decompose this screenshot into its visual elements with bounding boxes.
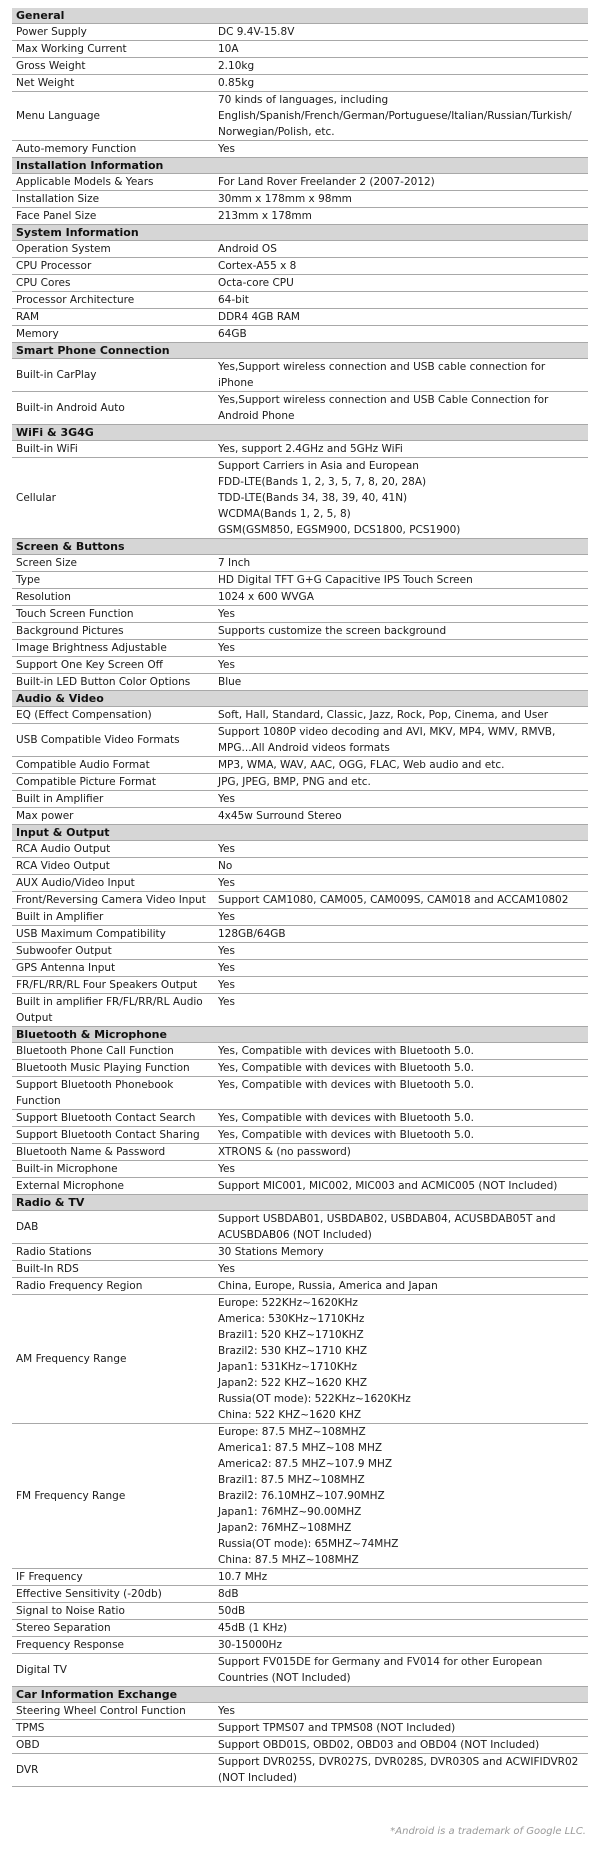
spec-value: Yes [218, 911, 235, 923]
spec-row [12, 1060, 588, 1077]
spec-value: 64-bit [218, 294, 249, 306]
spec-row [12, 977, 588, 994]
spec-value: 30mm x 178mm x 98mm [218, 193, 352, 205]
spec-row [12, 640, 588, 657]
spec-row [12, 1603, 588, 1620]
spec-label: Max power [16, 810, 74, 822]
spec-row [12, 1261, 588, 1278]
spec-label: IF Frequency [16, 1571, 83, 1583]
section-header: Input & Output [12, 825, 588, 841]
spec-row [12, 555, 588, 572]
spec-value: No [218, 860, 233, 872]
section-header: General [12, 8, 588, 24]
spec-value: Yes, Compatible with devices with Bluetooth 5.0. [218, 1112, 474, 1124]
spec-row [12, 41, 588, 58]
section-header: Radio & TV [12, 1195, 588, 1211]
spec-label: Digital TV [16, 1664, 67, 1676]
spec-label: Bluetooth Name & Password [16, 1146, 166, 1158]
spec-value: 10A [218, 43, 239, 55]
spec-row [12, 1211, 588, 1244]
spec-value: Yes [218, 642, 235, 654]
spec-row [12, 943, 588, 960]
spec-row [12, 774, 588, 791]
spec-row [12, 141, 588, 158]
spec-row [12, 926, 588, 943]
spec-label: External Microphone [16, 1180, 125, 1192]
spec-value: HD Digital TFT G+G Capacitive IPS Touch Screen [218, 574, 473, 586]
spec-label: Built-in Microphone [16, 1163, 118, 1175]
spec-row [12, 606, 588, 623]
spec-label: Face Panel Size [16, 210, 97, 222]
spec-label: Built-in Android Auto [16, 402, 125, 414]
spec-value: 213mm x 178mm [218, 210, 312, 222]
spec-value: 2.10kg [218, 60, 255, 72]
spec-label: AM Frequency Range [16, 1353, 127, 1365]
spec-label: FM Frequency Range [16, 1490, 126, 1502]
spec-label: Support Bluetooth Phonebook Function [16, 1079, 174, 1107]
spec-label: Built-in CarPlay [16, 369, 97, 381]
spec-value: 50dB [218, 1605, 246, 1617]
spec-label: Effective Sensitivity (-20db) [16, 1588, 162, 1600]
spec-value: Support Carriers in Asia and European FDD-LTE(Bands 1, 2, 3, 5, 7, 8, 20, 28A) TDD-LTE(Bands 34, 38, 39, 40, 41N) WCDMA(Bands 1, 2, 5, 8) GSM(GSM850, EGSM900, DCS1800, PCS1900) [218, 460, 461, 536]
spec-row [12, 275, 588, 292]
spec-row [12, 24, 588, 41]
spec-value: DDR4 4GB RAM [218, 311, 300, 323]
section-header: Bluetooth & Microphone [12, 1027, 588, 1043]
spec-row [12, 309, 588, 326]
spec-label: Built-In RDS [16, 1263, 79, 1275]
spec-label: Processor Architecture [16, 294, 135, 306]
spec-value: China, Europe, Russia, America and Japan [218, 1280, 438, 1292]
spec-value: Yes [218, 962, 235, 974]
spec-value: Cortex-A55 x 8 [218, 260, 297, 272]
spec-label: GPS Antenna Input [16, 962, 116, 974]
spec-label: CPU Processor [16, 260, 92, 272]
spec-label: FR/FL/RR/RL Four Speakers Output [16, 979, 198, 991]
spec-row [12, 657, 588, 674]
spec-value: DC 9.4V-15.8V [218, 26, 295, 38]
spec-row [12, 960, 588, 977]
spec-row [12, 1586, 588, 1603]
spec-table [12, 8, 588, 1787]
spec-label: Screen Size [16, 557, 77, 569]
spec-row [12, 674, 588, 691]
spec-label: Built in amplifier FR/FL/RR/RL Audio Output [16, 996, 203, 1024]
spec-value: 0.85kg [218, 77, 255, 89]
spec-label: Auto-memory Function [16, 143, 137, 155]
spec-label: DAB [16, 1221, 39, 1233]
spec-value: Yes [218, 1263, 235, 1275]
spec-row [12, 1569, 588, 1586]
spec-label: EQ (Effect Compensation) [16, 709, 152, 721]
spec-label: Touch Screen Function [16, 608, 134, 620]
spec-value: Yes [218, 1705, 235, 1717]
section-header: Audio & Video [12, 691, 588, 707]
trademark-footnote: *Android is a trademark of Google LLC. [390, 1826, 586, 1837]
spec-value: 8dB [218, 1588, 239, 1600]
spec-value: Yes [218, 843, 235, 855]
spec-value: Yes, Compatible with devices with Bluetooth 5.0. [218, 1079, 474, 1091]
spec-label: Built in Amplifier [16, 793, 104, 805]
spec-value: Yes [218, 945, 235, 957]
spec-value: Support USBDAB01, USBDAB02, USBDAB04, ACUSBDAB05T and ACUSBDAB06 (NOT Included) [218, 1213, 556, 1241]
spec-label: Bluetooth Phone Call Function [16, 1045, 174, 1057]
spec-value: For Land Rover Freelander 2 (2007-2012) [218, 176, 435, 188]
spec-label: USB Maximum Compatibility [16, 928, 166, 940]
spec-value: Yes, support 2.4GHz and 5GHz WiFi [218, 443, 403, 455]
spec-row [12, 1754, 588, 1787]
spec-value: Support MIC001, MIC002, MIC003 and ACMIC005 (NOT Included) [218, 1180, 558, 1192]
spec-row [12, 1424, 588, 1569]
section-header: System Information [12, 225, 588, 241]
spec-row [12, 623, 588, 640]
spec-label: Subwoofer Output [16, 945, 112, 957]
spec-label: Built-in WiFi [16, 443, 78, 455]
spec-value: 128GB/64GB [218, 928, 286, 940]
spec-label: Front/Reversing Camera Video Input [16, 894, 206, 906]
spec-row [12, 392, 588, 425]
spec-row [12, 359, 588, 392]
section-header: Installation Information [12, 158, 588, 174]
spec-value: Yes [218, 877, 235, 889]
spec-label: Menu Language [16, 110, 100, 122]
spec-label: Radio Frequency Region [16, 1280, 143, 1292]
spec-value: Yes,Support wireless connection and USB cable connection for iPhone [218, 361, 546, 389]
spec-value: Yes,Support wireless connection and USB Cable Connection for Android Phone [218, 394, 549, 422]
spec-row [12, 58, 588, 75]
section-header: Screen & Buttons [12, 539, 588, 555]
spec-row [12, 1077, 588, 1110]
spec-row [12, 1127, 588, 1144]
spec-row [12, 326, 588, 343]
spec-label: Signal to Noise Ratio [16, 1605, 125, 1617]
spec-label: Built in Amplifier [16, 911, 104, 923]
spec-row [12, 841, 588, 858]
spec-row [12, 909, 588, 926]
spec-value: 30 Stations Memory [218, 1246, 324, 1258]
spec-row [12, 92, 588, 141]
spec-row [12, 1110, 588, 1127]
spec-row [12, 1043, 588, 1060]
spec-label: Applicable Models & Years [16, 176, 154, 188]
spec-label: Installation Size [16, 193, 100, 205]
spec-value: 4x45w Surround Stereo [218, 810, 342, 822]
spec-label: OBD [16, 1739, 40, 1751]
spec-value: Yes [218, 996, 235, 1008]
spec-label: Built-in LED Button Color Options [16, 676, 191, 688]
spec-row [12, 572, 588, 589]
spec-label: Type [16, 574, 41, 586]
spec-value: 1024 x 600 WVGA [218, 591, 314, 603]
spec-value: Europe: 87.5 MHZ~108MHZ America1: 87.5 MHZ~108 MHZ America2: 87.5 MHZ~107.9 MHZ Brazil1: 87.5 MHZ~108MHZ Brazil2: 76.10MHZ~107.90MHZ Japan1: 76MHZ~90.00MHZ Japan2: 76MHZ~108MHZ Russia(OT mode): 65MHZ~74MHZ China: 87.5 MHZ~108MHZ [218, 1426, 399, 1566]
spec-value: Yes, Compatible with devices with Bluetooth 5.0. [218, 1062, 474, 1074]
spec-value: Supports customize the screen background [218, 625, 447, 637]
spec-label: Steering Wheel Control Function [16, 1705, 186, 1717]
spec-value: MP3, WMA, WAV, AAC, OGG, FLAC, Web audio and etc. [218, 759, 505, 771]
spec-value: Soft, Hall, Standard, Classic, Jazz, Rock, Pop, Cinema, and User [218, 709, 549, 721]
spec-row [12, 1278, 588, 1295]
spec-row [12, 208, 588, 225]
spec-label: CPU Cores [16, 277, 71, 289]
spec-row [12, 808, 588, 825]
spec-value: Yes, Compatible with devices with Bluetooth 5.0. [218, 1045, 474, 1057]
spec-label: RCA Video Output [16, 860, 110, 872]
spec-label: Bluetooth Music Playing Function [16, 1062, 190, 1074]
spec-label: RAM [16, 311, 40, 323]
spec-value: Octa-core CPU [218, 277, 294, 289]
spec-value: 45dB (1 KHz) [218, 1622, 288, 1634]
spec-row [12, 892, 588, 909]
spec-label: Cellular [16, 492, 56, 504]
spec-label: Background Pictures [16, 625, 124, 637]
spec-row [12, 791, 588, 808]
section-header: Smart Phone Connection [12, 343, 588, 359]
spec-label: Operation System [16, 243, 111, 255]
spec-label: Memory [16, 328, 59, 340]
spec-value: Yes [218, 979, 235, 991]
spec-value: JPG, JPEG, BMP, PNG and etc. [218, 776, 371, 788]
spec-label: Stereo Separation [16, 1622, 111, 1634]
section-header: Car Information Exchange [12, 1687, 588, 1703]
spec-row [12, 292, 588, 309]
spec-label: Support Bluetooth Contact Search [16, 1112, 196, 1124]
spec-value: 10.7 MHz [218, 1571, 268, 1583]
spec-label: DVR [16, 1764, 39, 1776]
spec-row [12, 757, 588, 774]
spec-value: Yes [218, 608, 235, 620]
spec-row [12, 458, 588, 539]
spec-value: Support CAM1080, CAM005, CAM009S, CAM018 and ACCAM10802 [218, 894, 569, 906]
spec-value: Yes [218, 793, 235, 805]
spec-row [12, 1703, 588, 1720]
spec-value: Support DVR025S, DVR027S, DVR028S, DVR030S and ACWIFIDVR02 (NOT Included) [218, 1756, 579, 1784]
spec-value: Europe: 522KHz~1620KHz America: 530KHz~1710KHz Brazil1: 520 KHZ~1710KHZ Brazil2: 530 KHZ~1710 KHZ Japan1: 531KHz~1710KHz Japan2: 522 KHZ~1620 KHZ Russia(OT mode): 522KHz~1620KHz China: 522 KHZ~1620 KHZ [218, 1297, 411, 1421]
spec-label: Resolution [16, 591, 71, 603]
spec-row [12, 1637, 588, 1654]
spec-label: RCA Audio Output [16, 843, 111, 855]
spec-row [12, 241, 588, 258]
spec-value: Android OS [218, 243, 277, 255]
spec-row [12, 174, 588, 191]
spec-label: Gross Weight [16, 60, 86, 72]
spec-row [12, 858, 588, 875]
spec-label: Compatible Picture Format [16, 776, 156, 788]
spec-row [12, 441, 588, 458]
spec-row [12, 258, 588, 275]
spec-value: Support OBD01S, OBD02, OBD03 and OBD04 (NOT Included) [218, 1739, 540, 1751]
spec-value: Yes [218, 143, 235, 155]
spec-label: Compatible Audio Format [16, 759, 150, 771]
spec-row [12, 1720, 588, 1737]
spec-label: TPMS [16, 1722, 45, 1734]
spec-label: Support Bluetooth Contact Sharing [16, 1129, 200, 1141]
spec-value: Yes [218, 1163, 235, 1175]
spec-row [12, 1295, 588, 1424]
spec-label: Support One Key Screen Off [16, 659, 163, 671]
spec-row [12, 707, 588, 724]
spec-label: Radio Stations [16, 1246, 92, 1258]
spec-label: Frequency Response [16, 1639, 125, 1651]
spec-value: Support 1080P video decoding and AVI, MKV, MP4, WMV, RMVB, MPG...All Android videos formats [218, 726, 556, 754]
spec-row [12, 994, 588, 1027]
spec-value: 64GB [218, 328, 247, 340]
section-header: WiFi & 3G4G [12, 425, 588, 441]
spec-row [12, 75, 588, 92]
spec-row [12, 191, 588, 208]
spec-row [12, 589, 588, 606]
spec-row [12, 1620, 588, 1637]
spec-row [12, 1654, 588, 1687]
spec-label: USB Compatible Video Formats [16, 734, 180, 746]
spec-row [12, 1144, 588, 1161]
spec-value: Blue [218, 676, 242, 688]
spec-value: Support TPMS07 and TPMS08 (NOT Included) [218, 1722, 456, 1734]
spec-label: AUX Audio/Video Input [16, 877, 135, 889]
spec-value: 70 kinds of languages, including English/Spanish/French/German/Portuguese/Italian/Russian/Turkish/ Norwegian/Polish, etc. [218, 94, 572, 138]
spec-label: Net Weight [16, 77, 75, 89]
spec-row [12, 1244, 588, 1261]
spec-row [12, 1161, 588, 1178]
spec-row [12, 1737, 588, 1754]
spec-value: Support FV015DE for Germany and FV014 for other European Countries (NOT Included) [218, 1656, 543, 1684]
spec-value: Yes, Compatible with devices with Bluetooth 5.0. [218, 1129, 474, 1141]
spec-value: Yes [218, 659, 235, 671]
spec-row [12, 875, 588, 892]
spec-value: XTRONS & (no password) [218, 1146, 351, 1158]
spec-row [12, 1178, 588, 1195]
spec-value: 30-15000Hz [218, 1639, 282, 1651]
spec-label: Power Supply [16, 26, 87, 38]
spec-label: Image Brightness Adjustable [16, 642, 167, 654]
spec-row [12, 724, 588, 757]
spec-label: Max Working Current [16, 43, 127, 55]
spec-value: 7 Inch [218, 557, 251, 569]
